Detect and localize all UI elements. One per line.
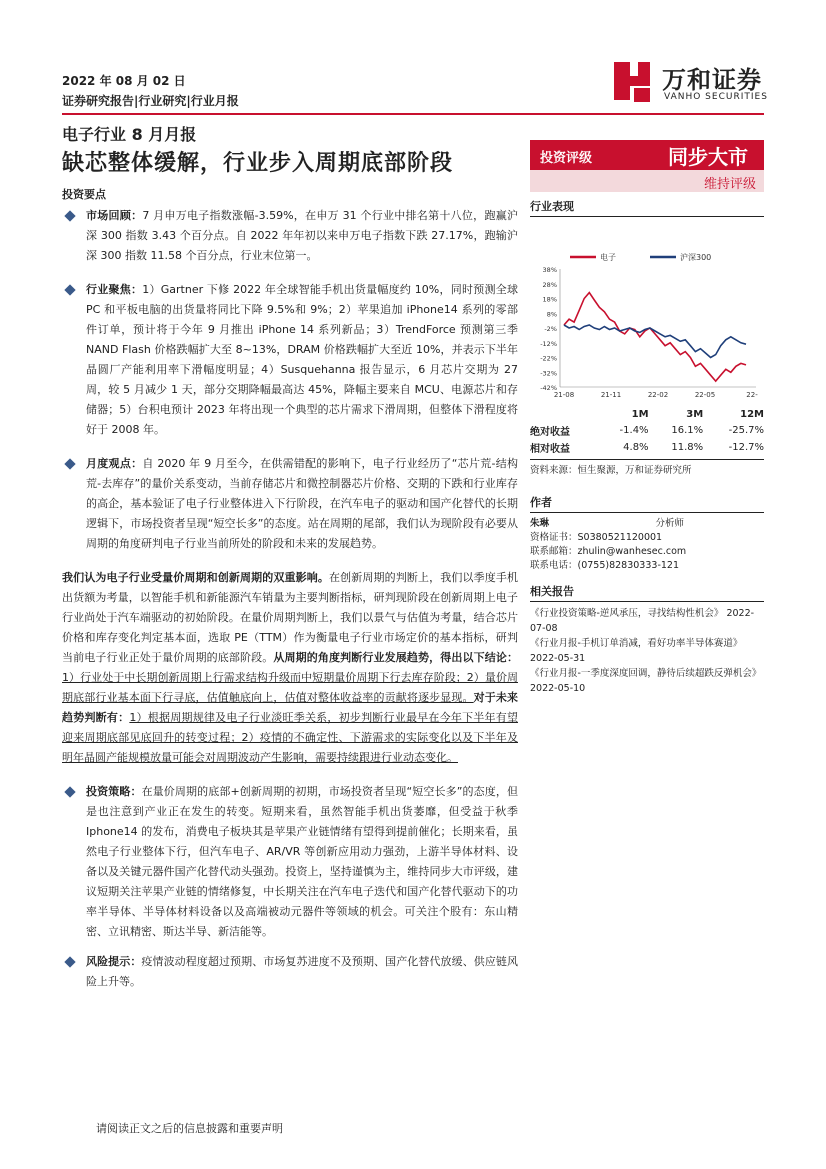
table-cell: 4.8% [623,442,649,453]
y-tick-label: 18% [542,295,557,304]
y-tick-label: -32% [540,369,557,378]
table-header [530,409,599,422]
rating-value: 同步大市 [654,140,764,170]
bullet-diamond-icon [64,284,75,295]
rating-label: 投资评级 [530,140,654,170]
para-text: 自 2020 年 9 月至今，在供需错配的影响下，电子行业经历了“芯片荒-结构荒-去库存”的量价关系变动，当前存储芯片和微控制器芯片价格、交期的下跌和行业库存的高企，基本验证了电子行业整体进入下行阶段，在汽车电子的驱动和国产化替代的长期逻辑下，市场投资者呈现“短空长多”的态度。站在周期的尾部，我们认为现阶段有必要从周期的角度研判电子行业当前所处的阶段和未来的发展趋势。 [86,457,519,550]
table-cell: -12.7% [728,442,764,453]
para-bold: 对于未来趋势判断有： [62,691,518,724]
table-cell: -1.4% [619,425,649,436]
para-bold: 从周期的角度判断行业发展趋势，得出以下结论： [273,651,518,664]
y-tick-label: -2% [544,325,557,333]
perf-title: 行业表现 [530,198,764,217]
y-tick-label: -42% [540,384,557,392]
table-row [530,422,764,439]
header-divider [62,113,764,115]
y-tick-label: -22% [540,354,557,363]
y-tick-label: 38% [542,266,557,274]
company-logo [612,58,782,108]
para-head: 月度观点： [86,457,143,470]
logo-text-en: VANHO SECURITIES [664,92,768,102]
bullet-diamond-icon [64,210,75,221]
author-role: 分析师 [655,518,684,529]
performance-table [530,409,764,456]
para-text: 疫情波动程度超过预期、市场复苏进度不及预期、国产化替代放缓、供应链风险上升等。 [86,955,519,988]
table-header: 1M [631,409,649,420]
paragraph-strategy [62,782,518,942]
table-cell: 相对收益 [530,444,570,455]
bullet-diamond-icon [64,786,75,797]
author-name: 朱琳 [530,518,550,529]
paragraph-market-review [62,206,518,266]
para-text: 在量价周期的底部+创新周期的初期，市场投资者呈现“短空长多”的态度，但是也注意到产业正在发生的转变。短期来看，虽然智能手机出货萎靡，但受益于秋季 Iphone14 的发布，消费电子板块其是苹果产业链情绪有望得到提前催化；长期来看，虽然电子行业整体下行，但汽车电子、AR/VR 等创新应用动力强劲，上游半导体材料、设备以及关键元器件国产化替代动头强劲。投资上，坚持谨慎为主，维持同步大市评级，建议短期关注苹果产业链的情绪修复，中长期关注在汽车电子迭代和国产化替代驱动下的功率半导体、半导体材料设备以及高端被动元器件等领域的机会。可关注个股有：东山精密、立讯精密、斯达半导、新洁能等。 [86,785,518,938]
logo-mark-icon [612,58,652,104]
report-title: 缺芯整体缓解，行业步入周期底部阶段 [62,151,454,176]
para-head: 投资策略： [86,785,142,798]
table-header: 12M [740,409,764,420]
para-head: 风险提示： [86,955,142,968]
legend-label: 沪深300 [680,253,712,262]
author-phone: 联系电话：(0755)82830333-121 [530,560,680,571]
paragraph-industry-focus [62,280,518,440]
rating-sub: 维持评级 [530,170,764,192]
table-cell: -25.7% [728,425,764,436]
paragraph-risk [62,952,518,992]
table-row [530,439,764,456]
key-points-heading: 投资要点 [62,188,106,201]
main-content [62,206,518,1000]
x-tick-label: 21-11 [600,391,622,399]
bullet-diamond-icon [64,458,75,469]
para-underline: 1）根据周期规律及电子行业淡旺季关系，初步判断行业最早在今年下半年有望迎来周期底部见底回升的转变过程；2）疫情的不确定性、下游需求的实际变化以及下半年及明年晶圆产能规模放量可能会对周期波动产生影响，需要持续跟进行业动态变化。 [62,711,519,764]
legend-label: 电子 [600,253,616,262]
para-head: 行业聚焦： [86,283,143,296]
footer-disclaimer: 请阅读正文之后的信息披露和重要声明 [96,1122,283,1135]
rating-box [530,140,764,192]
x-tick-label: 21-08 [553,391,575,399]
performance-chart-svg [530,221,764,401]
table-header: 3M [686,409,704,420]
chart-source: 资料来源：恒生聚源，万和证券研究所 [530,459,764,480]
para-head: 我们认为电子行业受量价周期和创新周期的双重影响。 [62,571,329,584]
related-report: 《行业月报-一季度深度回调，静待后续超跌反弹机会》 2022-05-10 [530,668,762,694]
report-subtitle: 电子行业 8 月月报 [62,125,197,144]
table-header-row [530,409,764,422]
y-tick-label: 28% [542,280,557,289]
performance-chart [530,221,764,401]
x-tick-label: 22-05 [694,391,716,399]
series-line [564,293,746,382]
sidebar [530,198,764,696]
related-report: 《行业月报-手机订单消减，看好功率半导体赛道》 2022-05-31 [530,638,743,664]
logo-text-cn: 万和证券 [662,66,762,94]
x-tick-label: 22-02 [647,391,669,399]
paragraph-monthly-view [62,454,518,554]
report-date: 2022 年 08 月 02 日 [62,74,186,88]
para-text: 1）Gartner 下修 2022 年全球智能手机出货量幅度约 10%，同时预测全球 PC 和平板电脑的出货量将同比下降 9.5%和 9%；2）苹果追加 iPhone14 系列的零部件订单，预计将于今年 9 月推出 iPhone 14 系列新品；3）TrendForce 预测第三季 NAND Flash 价格跌幅扩大至 8~13%，DRAM 价格跌幅扩大至近 10%，并表示下半年晶圆厂产能利用率下滑幅度明显；4）Susquehanna 报告显示，6 月芯片交期为 27 周，较 5 月减少 1 天，部分交期降幅最高达 45%，降幅主要来自 MCU、电源芯片和存储器；5）台积电预计 2023 年将出现一个典型的芯片需求下滑周期，但整体下滑程度将好于 2008 年。 [86,283,518,436]
related-report: 《行业投资策略-逆风承压，寻找结构性机会》 2022-07-08 [530,608,755,634]
para-underline: 1）行业处于中长期创新周期上行需求结构升级而中短期量价周期下行去库存阶段；2）量价周期底部行业基本面下行寻底，估值触底向上，估值对整体收益率的贡献将逐步显现。 [62,671,518,704]
author-name-row [530,517,764,531]
para-text: 在创新周期的判断上，我们以季度手机出货额为考量，以智能手机和新能源汽车销量为主要判断指标，研判现阶段在创新周期上电子行业尚处于汽车端驱动的初始阶段。在量价周期判断上，我们以景气与估值为考量，结合芯片价格和库存变化判定基本面，选取 PE（TTM）作为衡量电子行业市场定价的基本指标，研判当前电子行业正处于量价周期的底部阶段。 [62,571,518,664]
report-category: 证券研究报告|行业研究|行业月报 [62,94,239,108]
table-cell: 绝对收益 [530,427,570,438]
author-title: 作者 [530,494,764,513]
y-tick-label: 8% [546,310,557,319]
paragraph-cycle-analysis [62,568,518,768]
related-title: 相关报告 [530,583,764,602]
para-head: 市场回顾： [86,209,143,222]
table-cell: 16.1% [671,425,704,436]
series-line [564,325,746,358]
x-tick-label: 22- [746,391,758,399]
table-cell: 11.8% [671,442,704,453]
bullet-diamond-icon [64,956,75,967]
author-email: 联系邮箱：zhulin@wanhesec.com [530,546,687,557]
para-text: 7 月申万电子指数涨幅-3.59%，在申万 31 个行业中排名第十八位，跑赢沪深 300 指数 3.43 个百分点。自 2022 年年初以来申万电子指数下跌 27.17%，跑输沪深 300 指数 11.58 个百分点，行业末位第一。 [86,209,518,262]
y-tick-label: -12% [540,339,557,348]
author-cert: 资格证书：S0380521120001 [530,532,663,543]
